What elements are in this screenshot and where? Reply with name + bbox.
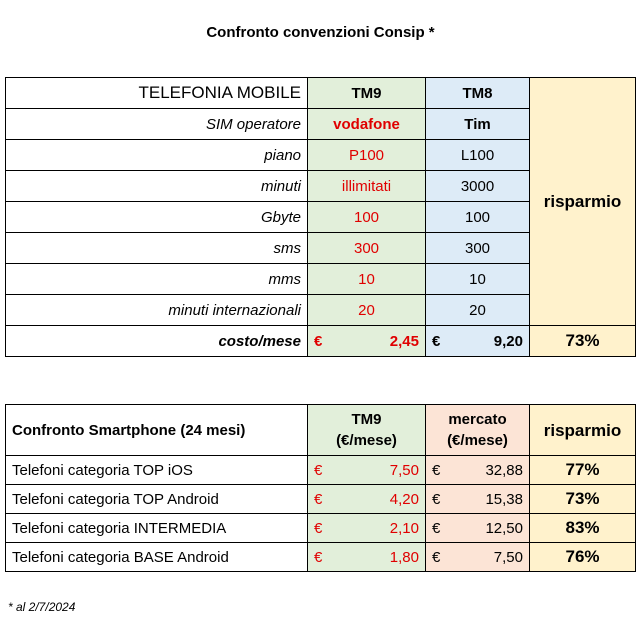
euro-sign: € bbox=[314, 490, 323, 508]
footnote: * al 2/7/2024 bbox=[8, 600, 76, 614]
market-value-number: 32,88 bbox=[485, 461, 523, 479]
market-value bbox=[426, 485, 530, 514]
col-tm9-line2: (€/mese) bbox=[336, 432, 397, 449]
col-tm9-line1: TM9 bbox=[351, 411, 382, 428]
tm9-value: vodafone bbox=[308, 109, 426, 140]
market-value-number: 7,50 bbox=[493, 548, 523, 566]
savings-value: 76% bbox=[530, 543, 636, 572]
euro-sign: € bbox=[314, 332, 323, 350]
market-value-number: 12,50 bbox=[485, 519, 523, 537]
row-label: sms bbox=[6, 233, 308, 264]
tm9-value bbox=[308, 456, 426, 485]
tm9-cost bbox=[308, 326, 426, 357]
euro-sign: € bbox=[432, 461, 441, 479]
euro-sign: € bbox=[314, 519, 323, 537]
smartphone-comparison-table bbox=[5, 404, 636, 572]
table-row bbox=[6, 405, 636, 456]
tm8-cost-value: 9,20 bbox=[493, 332, 523, 350]
tm9-cost-value: 2,45 bbox=[389, 332, 419, 350]
smartphone-header: Confronto Smartphone (24 mesi) bbox=[6, 405, 308, 456]
col-tm9 bbox=[308, 405, 426, 456]
tm8-value: 100 bbox=[426, 202, 530, 233]
row-label: minuti internazionali bbox=[6, 295, 308, 326]
row-label: Telefoni categoria BASE Android bbox=[6, 543, 308, 572]
euro-sign: € bbox=[432, 519, 441, 537]
euro-sign: € bbox=[432, 548, 441, 566]
savings-header: risparmio bbox=[530, 78, 636, 326]
col-mercato-line1: mercato bbox=[448, 411, 507, 428]
tm9-value-number: 1,80 bbox=[389, 548, 419, 566]
euro-sign: € bbox=[432, 332, 441, 350]
tm8-value: Tim bbox=[426, 109, 530, 140]
savings-value: 83% bbox=[530, 514, 636, 543]
euro-sign: € bbox=[314, 548, 323, 566]
savings-header: risparmio bbox=[530, 405, 636, 456]
row-label: Telefoni categoria TOP Android bbox=[6, 485, 308, 514]
mobile-comparison-table bbox=[5, 77, 636, 357]
market-value-number: 15,38 bbox=[485, 490, 523, 508]
row-label: Telefoni categoria INTERMEDIA bbox=[6, 514, 308, 543]
row-label: minuti bbox=[6, 171, 308, 202]
tm9-value: 10 bbox=[308, 264, 426, 295]
tm8-value: 3000 bbox=[426, 171, 530, 202]
tm9-value: 20 bbox=[308, 295, 426, 326]
tm9-value bbox=[308, 543, 426, 572]
tm8-cost bbox=[426, 326, 530, 357]
row-label: piano bbox=[6, 140, 308, 171]
savings-value: 73% bbox=[530, 326, 636, 357]
tm9-value: illimitati bbox=[308, 171, 426, 202]
market-value bbox=[426, 456, 530, 485]
tm9-value bbox=[308, 485, 426, 514]
euro-sign: € bbox=[314, 461, 323, 479]
col-mercato-line2: (€/mese) bbox=[447, 432, 508, 449]
page-title: Confronto convenzioni Consip * bbox=[206, 24, 435, 41]
tm9-value: 100 bbox=[308, 202, 426, 233]
row-label: Gbyte bbox=[6, 202, 308, 233]
tm9-value-number: 2,10 bbox=[389, 519, 419, 537]
cost-label: costo/mese bbox=[6, 326, 308, 357]
tm9-value-number: 4,20 bbox=[389, 490, 419, 508]
tm9-value-number: 7,50 bbox=[389, 461, 419, 479]
table-row bbox=[6, 326, 636, 357]
row-label: Telefoni categoria TOP iOS bbox=[6, 456, 308, 485]
col-mercato bbox=[426, 405, 530, 456]
tm8-value: 20 bbox=[426, 295, 530, 326]
tm8-value: L100 bbox=[426, 140, 530, 171]
market-value bbox=[426, 514, 530, 543]
tm8-value: 10 bbox=[426, 264, 530, 295]
row-label: SIM operatore bbox=[6, 109, 308, 140]
tm9-value: 300 bbox=[308, 233, 426, 264]
table-row bbox=[6, 456, 636, 485]
market-value bbox=[426, 543, 530, 572]
table-row bbox=[6, 485, 636, 514]
mobile-header: TELEFONIA MOBILE bbox=[6, 78, 308, 109]
row-label: mms bbox=[6, 264, 308, 295]
savings-value: 77% bbox=[530, 456, 636, 485]
col-tm8: TM8 bbox=[426, 78, 530, 109]
tm8-value: 300 bbox=[426, 233, 530, 264]
tm9-value: P100 bbox=[308, 140, 426, 171]
euro-sign: € bbox=[432, 490, 441, 508]
savings-value: 73% bbox=[530, 485, 636, 514]
table-row bbox=[6, 514, 636, 543]
table-row bbox=[6, 543, 636, 572]
tm9-value bbox=[308, 514, 426, 543]
col-tm9: TM9 bbox=[308, 78, 426, 109]
table-row bbox=[6, 78, 636, 109]
